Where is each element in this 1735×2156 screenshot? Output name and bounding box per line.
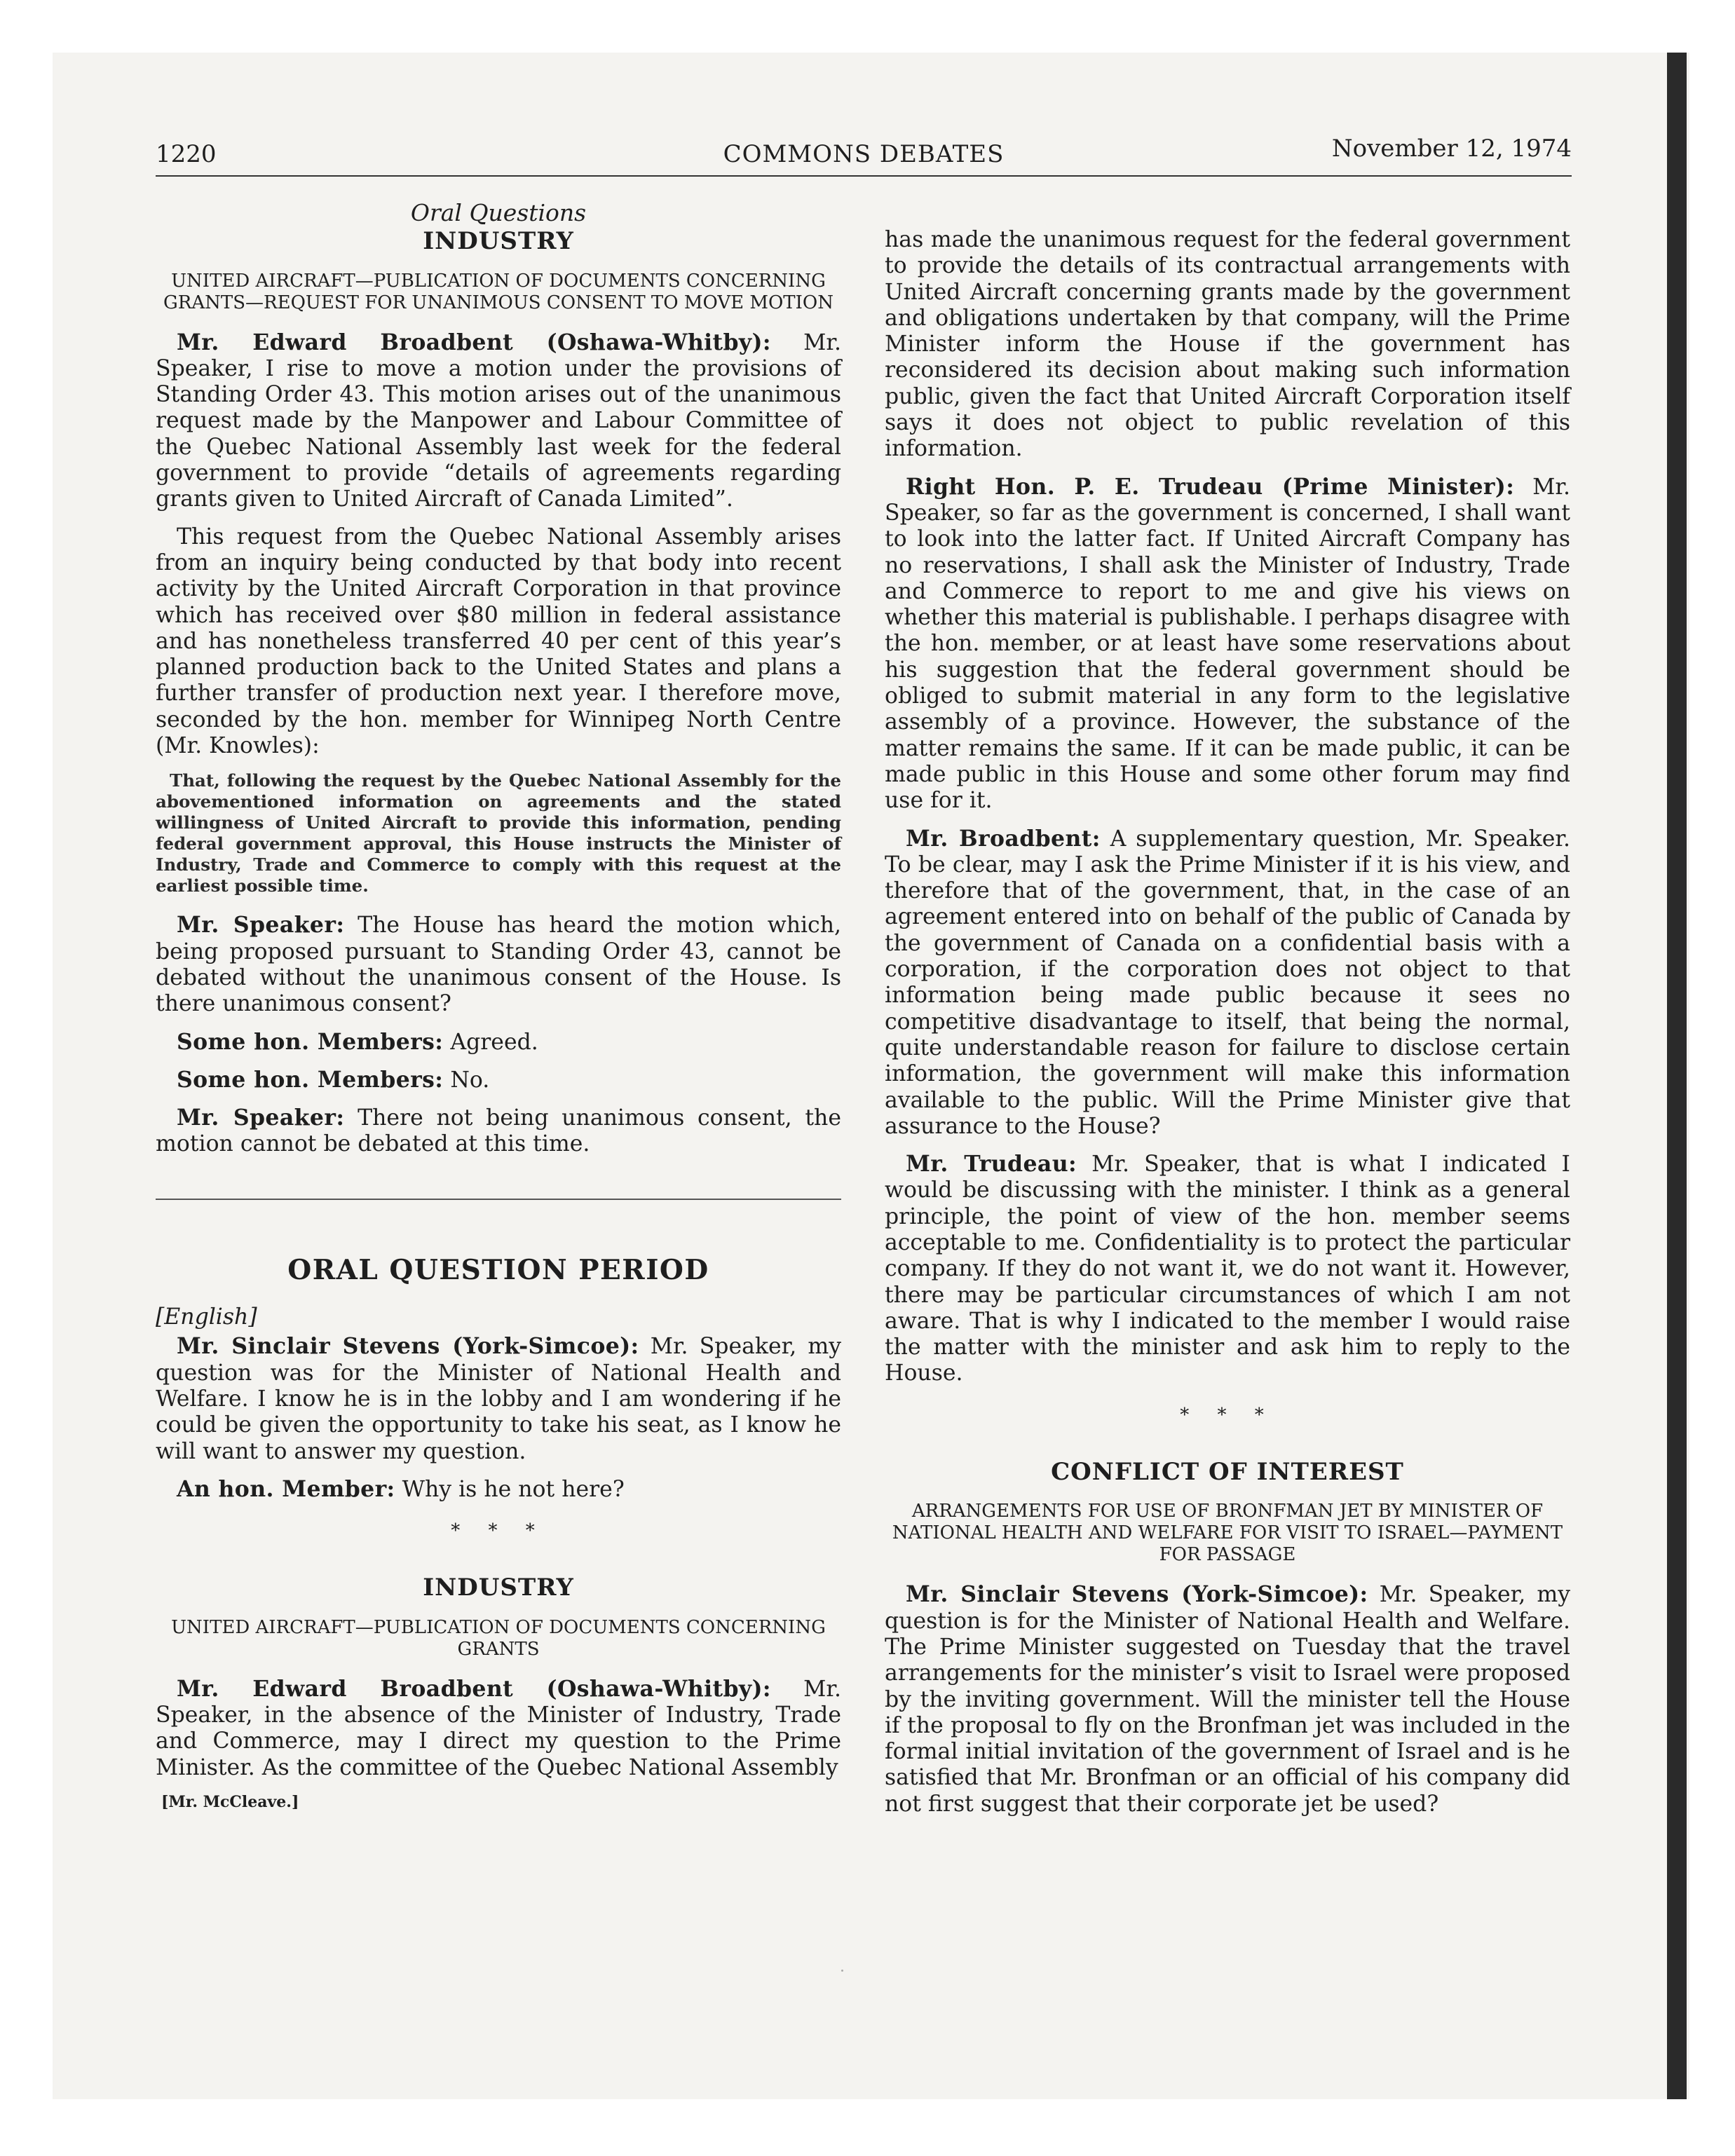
speaker-name: Mr. Speaker: — [177, 1105, 345, 1131]
section-heading: INDUSTRY — [423, 1574, 574, 1602]
speech-text: Mr. Speaker, so far as the government is concerned, I shall want to look into the latter fact. If United Aircraft Company has no reservations, I shall ask the Minister of Industry, Trade and Commerce to report to me and give his views on whether this material is publishable. I perhaps disagree with the hon. member, or at least have some reservations about his suggestion that the federal government should be obliged to submit material in any form to the legislative assembly of a province. However, the substance of the matter remains the same. If it can be made public, it can be made public in this House and some other forum may find use for it. — [885, 474, 1570, 814]
motion-quote: That, following the request by the Quebec National Assembly for the abovementioned information on agreements and the stated willingness of United Aircraft to provide this information, pending federal government approval, this House instructs the Minister of Industry, Trade and Commerce to comply with this request at the earliest possible time. — [156, 770, 841, 896]
paragraph — [885, 474, 1570, 814]
paragraph — [156, 1067, 841, 1093]
section-divider — [156, 1199, 841, 1200]
language-marker: [English] — [156, 1304, 257, 1330]
major-heading: ORAL QUESTION PERIOD — [287, 1253, 709, 1286]
section-break-stars: * * * — [1180, 1404, 1275, 1426]
publication-title: COMMONS DEBATES — [723, 140, 1005, 168]
paragraph — [156, 329, 841, 513]
paragraph — [156, 1476, 841, 1503]
section-subheading: UNITED AIRCRAFT—PUBLICATION OF DOCUMENTS CONCERNING GRANTS — [171, 1616, 826, 1660]
paragraph — [156, 1029, 841, 1056]
paragraph — [885, 1581, 1570, 1817]
left-column — [156, 200, 841, 1815]
scan-edge-shadow — [1667, 53, 1687, 2099]
speech-text: Mr. Speaker, that is what I indicated I would be discussing with the minister. I think as a general principle, the point of view of the hon. member seems acceptable to me. Confidentiality is to protect the particular company. If they do not want it, we do not want it. However, there may be particular circumstances of which I am not aware. That is why I indicated to the member I would raise the matter with the minister and ask him to reply to the House. — [885, 1152, 1570, 1386]
paragraph — [156, 1105, 841, 1158]
speech-text: A supplementary question, Mr. Speaker. To be clear, may I ask the Prime Minister if it is his view, and therefore that of the government, that, in the case of an agreement entered into on behalf of the public of Canada by the government of Canada on a confidential basis with a corporation, if the corporation does not object to that information being made public because it sees no competitive disadvantage to itself, that being the normal, quite understandable reason for failure to disclose certain information, the government will make this information available to the public. Will the Prime Minister give that assurance to the House? — [885, 826, 1570, 1139]
scan-speck — [841, 1970, 843, 1972]
speech-text: Mr. Speaker, my question was for the Minister of National Health and Welfare. I know he is in the lobby and I am wondering if he could be given the opportunity to take his seat, as I know he will want to answer my question. — [156, 1334, 842, 1464]
speaker-name: Mr. Edward Broadbent (Oshawa-Whitby): — [177, 329, 771, 355]
speech-text: The House has heard the motion which, being proposed pursuant to Standing Order 43, cannot be debated without the unanimous consent of the House. Is there unanimous consent? — [156, 913, 841, 1017]
paragraph — [156, 1676, 841, 1781]
paragraph — [156, 912, 841, 1017]
speaker-name: Mr. Edward Broadbent (Oshawa-Whitby): — [177, 1675, 771, 1702]
speech-text: Why is he not here? — [395, 1476, 625, 1502]
paragraph — [885, 826, 1570, 1140]
speech-text: Mr. Speaker, in the absence of the Minister of Industry, Trade and Commerce, may I direct my question to the Prime Minister. As the committee of the Quebec National Assembly — [156, 1676, 841, 1780]
paragraph: has made the unanimous request for the federal government to provide the details of its contractual arrangements with United Aircraft concerning grants made by the government and obligations undertaken by that company, will the Prime Minister inform the House if the government has reconsidered its decision about making such information public, given the fact that United Aircraft Corporation itself says it does not object to public revelation of this information. — [885, 227, 1570, 462]
speaker-name: Some hon. Members: — [177, 1028, 444, 1055]
speech-text: There not being unanimous consent, the motion cannot be debated at this time. — [156, 1105, 841, 1157]
paragraph: This request from the Quebec National Assembly arises from an inquiry being conducted by that body into recent activity by the United Aircraft Corporation in that province which has received over $80 million in federal assistance and has nonetheless transferred 40 per cent of this year’s planned production back to the United States and plans a further transfer of production next year. I therefore move, seconded by the hon. member for Winnipeg North Centre (Mr. Knowles): — [156, 524, 841, 759]
section-label: Oral Questions — [410, 199, 587, 226]
speaker-name: Mr. Sinclair Stevens (York-Simcoe): — [177, 1333, 639, 1360]
speech-text: Agreed. — [443, 1029, 538, 1055]
speaker-name: Mr. Trudeau: — [906, 1151, 1077, 1178]
speaker-name: Mr. Broadbent: — [906, 825, 1101, 852]
right-column — [885, 227, 1570, 1829]
page-header — [156, 135, 1572, 177]
section-subheading: UNITED AIRCRAFT—PUBLICATION OF DOCUMENTS CONCERNING GRANTS—REQUEST FOR UNANIMOUS CONSENT TO MOVE MOTION — [163, 270, 834, 313]
speech-text: Mr. Speaker, my question is for the Minister of National Health and Welfare. The Prime Minister suggested on Tuesday that the travel arrangements for the minister’s visit to Israel were proposed by the inviting government. Will the minister tell the House if the proposal to fly on the Bronfman jet was included in the formal initial invitation of the government of Israel and is he satisfied that Mr. Bronfman or an official of his company did not first suggest that their corporate jet be used? — [885, 1582, 1571, 1817]
section-subheading: ARRANGEMENTS FOR USE OF BRONFMAN JET BY MINISTER OF NATIONAL HEALTH AND WELFARE FOR VISIT TO ISRAEL—PAYMENT FOR PASSAGE — [892, 1501, 1563, 1566]
speaker-name: Some hon. Members: — [177, 1066, 444, 1093]
footnote: [Mr. McCleave.] — [161, 1792, 299, 1811]
section-heading: CONFLICT OF INTEREST — [1051, 1458, 1404, 1487]
speaker-name: An hon. Member: — [177, 1475, 395, 1502]
speaker-name: Mr. Speaker: — [177, 912, 345, 939]
speech-text: No. — [443, 1067, 490, 1093]
section-break-stars: * * * — [451, 1520, 546, 1542]
section-heading: INDUSTRY — [423, 227, 574, 256]
debate-date: November 12, 1974 — [1331, 135, 1572, 163]
page-number: 1220 — [156, 140, 217, 168]
speaker-name: Right Hon. P. E. Trudeau (Prime Minister): — [906, 473, 1515, 500]
speaker-name: Mr. Sinclair Stevens (York-Simcoe): — [906, 1581, 1368, 1608]
paragraph — [885, 1151, 1570, 1387]
speech-text: Mr. Speaker, I rise to move a motion under the provisions of Standing Order 43. This motion arises out of the unanimous request made by the Manpower and Labour Committee of the Quebec National Assembly last week for the federal government to provide “details of agreements regarding grants given to United Aircraft of Canada Limited”. — [156, 329, 841, 512]
paragraph — [156, 1333, 841, 1464]
